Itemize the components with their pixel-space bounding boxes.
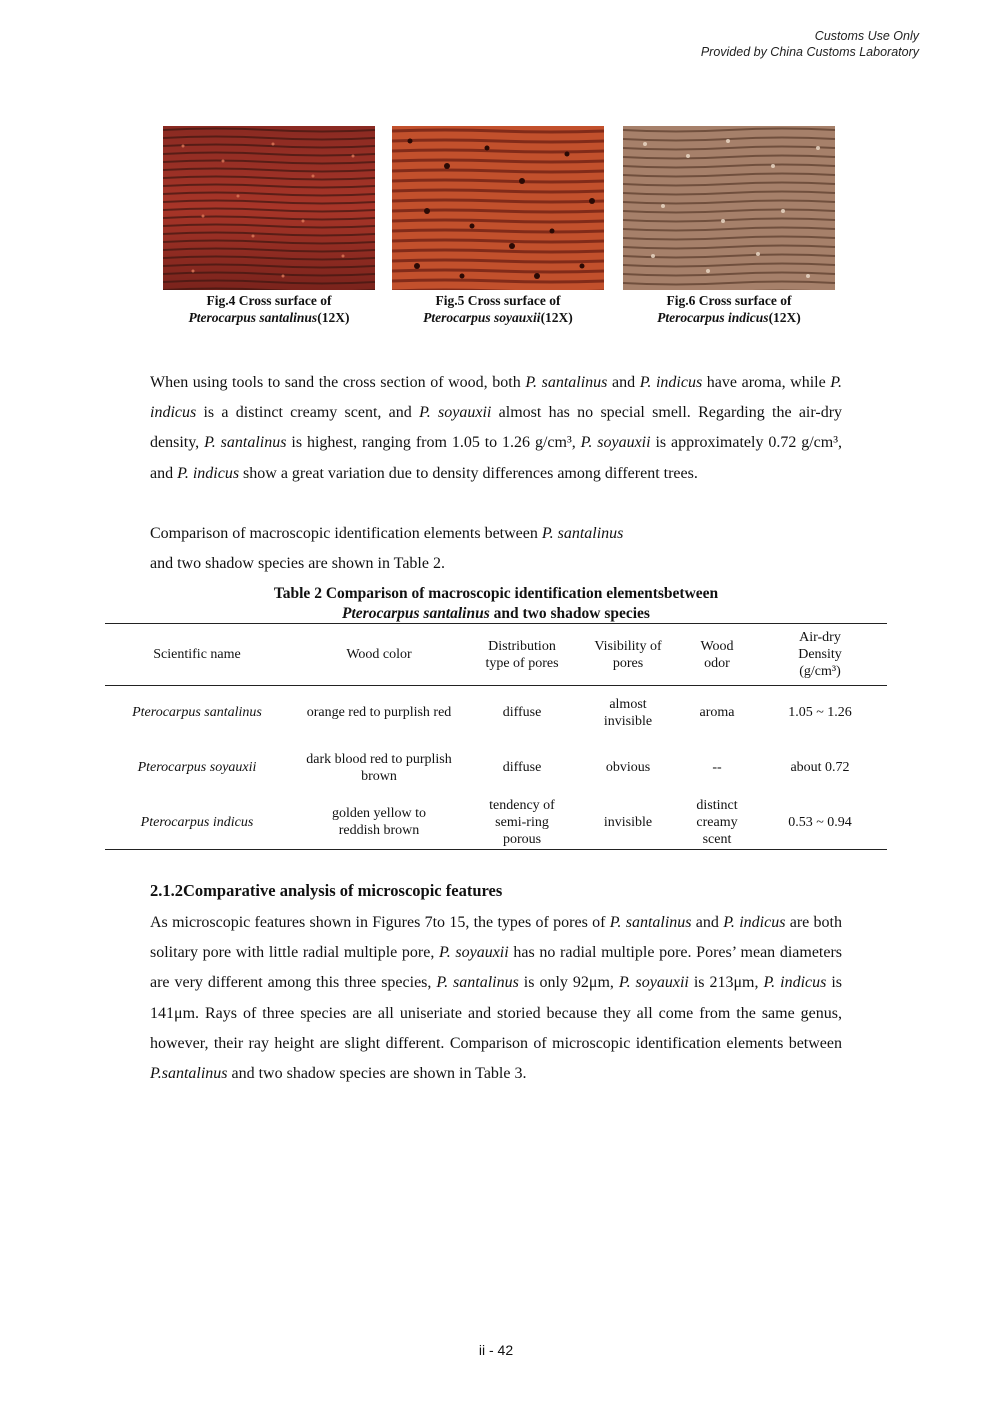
fig5-species: Pterocarpus soyauxii [423,310,541,325]
fig4-species: Pterocarpus santalinus [188,310,318,325]
cell-scientific-name: Pterocarpus indicus [105,796,289,850]
p2-species: P. santalinus [541,525,624,542]
p1-species: P. soyauxii [419,404,492,422]
p1-text: is a distinct creamy scent, and [196,404,420,422]
header-line-2: Provided by China Customs Laboratory [700,45,919,59]
p1-text: almost has no special smell. Regarding the air-dry density, [150,404,843,452]
p3-text: is only 92μm, [518,974,619,992]
p1-species: P. indicus [177,464,240,482]
p3-text: is 213μm, [688,974,764,992]
p1-text: show a great variation due to density differences among different trees. [239,464,698,482]
col-air-dry-density [753,624,887,686]
fig5-caption [392,292,604,326]
paragraph-table2-intro [150,519,842,579]
cell-pore-visibility: obvious [605,760,651,775]
table-header-row [105,624,887,686]
cell-pore-visibility: invisible [575,796,681,850]
p3-text: As microscopic features shown in Figures 7to 15, the types of pores of [150,914,610,931]
col-pore-distribution-l2: type of pores [485,655,559,671]
header-line-1: Customs Use Only [814,29,919,43]
paragraph-aroma-density [150,368,842,489]
p3-species: P. soyauxii [618,974,689,992]
table-row [105,686,887,740]
p3-species: P. santalinus [436,974,519,992]
p3-species: P. santalinus [609,914,692,931]
cell-pore-distribution: tendency of semi-ring porous [469,796,575,850]
p1-species: P. santalinus [204,434,287,452]
col-scientific-name: Scientific name [105,624,289,686]
fig6-species: Pterocarpus indicus [657,310,769,325]
p3-text: is 141μm. Rays of three species are all uniseriate and storied because they all come from the same genus, however, their ray height are slight different. Comparison of microscopic identification elements between [150,974,843,1052]
p1-text: When using tools to sand the cross section of wood, both [150,374,526,391]
p1-text: is approximately 0.72 g/cm³, and [150,434,843,482]
table-row [105,796,887,850]
p1-text: is highest, ranging from 1.05 to 1.26 g/cm³, [286,434,581,452]
figure-6 [623,126,835,326]
table2 [105,623,887,850]
fig6-caption-prefix: Fig.6 Cross surface of [666,293,792,308]
col-pore-visibility [575,624,681,686]
page-header [701,28,919,60]
cell-density: about 0.72 [790,760,850,775]
cell-pore-distribution: diffuse [502,760,542,775]
table2-caption [105,584,887,624]
col-density-l3: (g/cm³) [799,664,841,679]
p1-text: have aroma, while [702,374,831,391]
cell-density: 0.53 ~ 0.94 [753,796,887,850]
p3-text: and two shadow species are shown in Table 3. [227,1065,527,1083]
p2-text: and two shadow species are shown in Table 2. [150,555,445,573]
p3-species: P.santalinus [150,1065,228,1083]
figure-row [0,126,992,336]
paragraph-microscopic [150,908,842,1089]
p3-text: are both solitary pore with little radial multiple pore, [150,914,842,962]
section-heading: 2.1.2Comparative analysis of microscopic features [150,881,503,900]
p1-species: P. soyauxii [580,434,651,452]
cell-wood-odor: aroma [699,705,735,721]
cell-scientific-name: Pterocarpus soyauxii [137,760,257,775]
fig4-magnification: (12X) [317,310,350,325]
p3-species: P. indicus [723,914,786,931]
cell-pore-distribution: diffuse [502,705,542,721]
col-wood-odor [681,624,753,686]
fig6-magnification: (12X) [768,310,801,325]
cell-wood-odor: -- [712,760,722,775]
fig6-wood-image [623,126,835,290]
p3-text: has no radial multiple pore. Pores’ mean diameters are very different among this three species, [150,944,843,992]
cell-density: 1.05 ~ 1.26 [788,705,852,721]
cell-wood-color: orange red to purplish red [306,705,452,721]
p1-species: P. indicus [150,374,843,422]
figure-5 [392,126,604,326]
table-row [105,740,887,796]
col-wood-color: Wood color [289,624,469,686]
fig4-caption-prefix: Fig.4 Cross surface of [206,293,332,308]
p3-species: P. indicus [763,974,827,992]
cell-scientific-name: Pterocarpus santalinus [132,705,262,721]
p1-species: P. indicus [639,374,703,391]
col-pore-visibility-l2: pores [612,655,644,671]
table2-caption-rest: and two shadow species [489,605,650,622]
page-number: ii - 42 [478,1342,514,1358]
fig5-magnification: (12X) [540,310,573,325]
p2-text: Comparison of macroscopic identification elements between [150,525,542,542]
fig5-wood-image [392,126,604,290]
col-pore-distribution-l1: Distribution [488,638,556,654]
cell-wood-color: golden yellow to reddish brown [289,796,469,850]
fig5-caption-prefix: Fig.5 Cross surface of [435,293,561,308]
cell-wood-color: dark blood red to purplish brown [306,751,452,784]
table2-caption-species: Pterocarpus santalinus [342,605,490,622]
col-pore-distribution [469,624,575,686]
fig6-caption [623,292,835,326]
col-density-l2: Density [798,647,842,662]
cell-wood-odor: distinct creamy scent [681,796,753,850]
figure-4 [163,126,375,326]
p1-text: and [607,374,640,391]
p3-text: and [691,914,724,931]
cell-pore-visibility: almost invisible [603,696,653,729]
table2-caption-line1: Table 2 Comparison of macroscopic identification elementsbetween [273,585,719,602]
p1-species: P. santalinus [525,374,608,391]
col-wood-odor-l1: Wood [700,638,734,654]
p3-species: P. soyauxii [439,944,509,962]
col-density-l1: Air-dry [799,630,841,645]
fig4-caption [163,292,375,326]
col-pore-visibility-l1: Visibility of [594,638,662,654]
col-wood-odor-l2: odor [704,655,730,671]
fig4-wood-image [163,126,375,290]
